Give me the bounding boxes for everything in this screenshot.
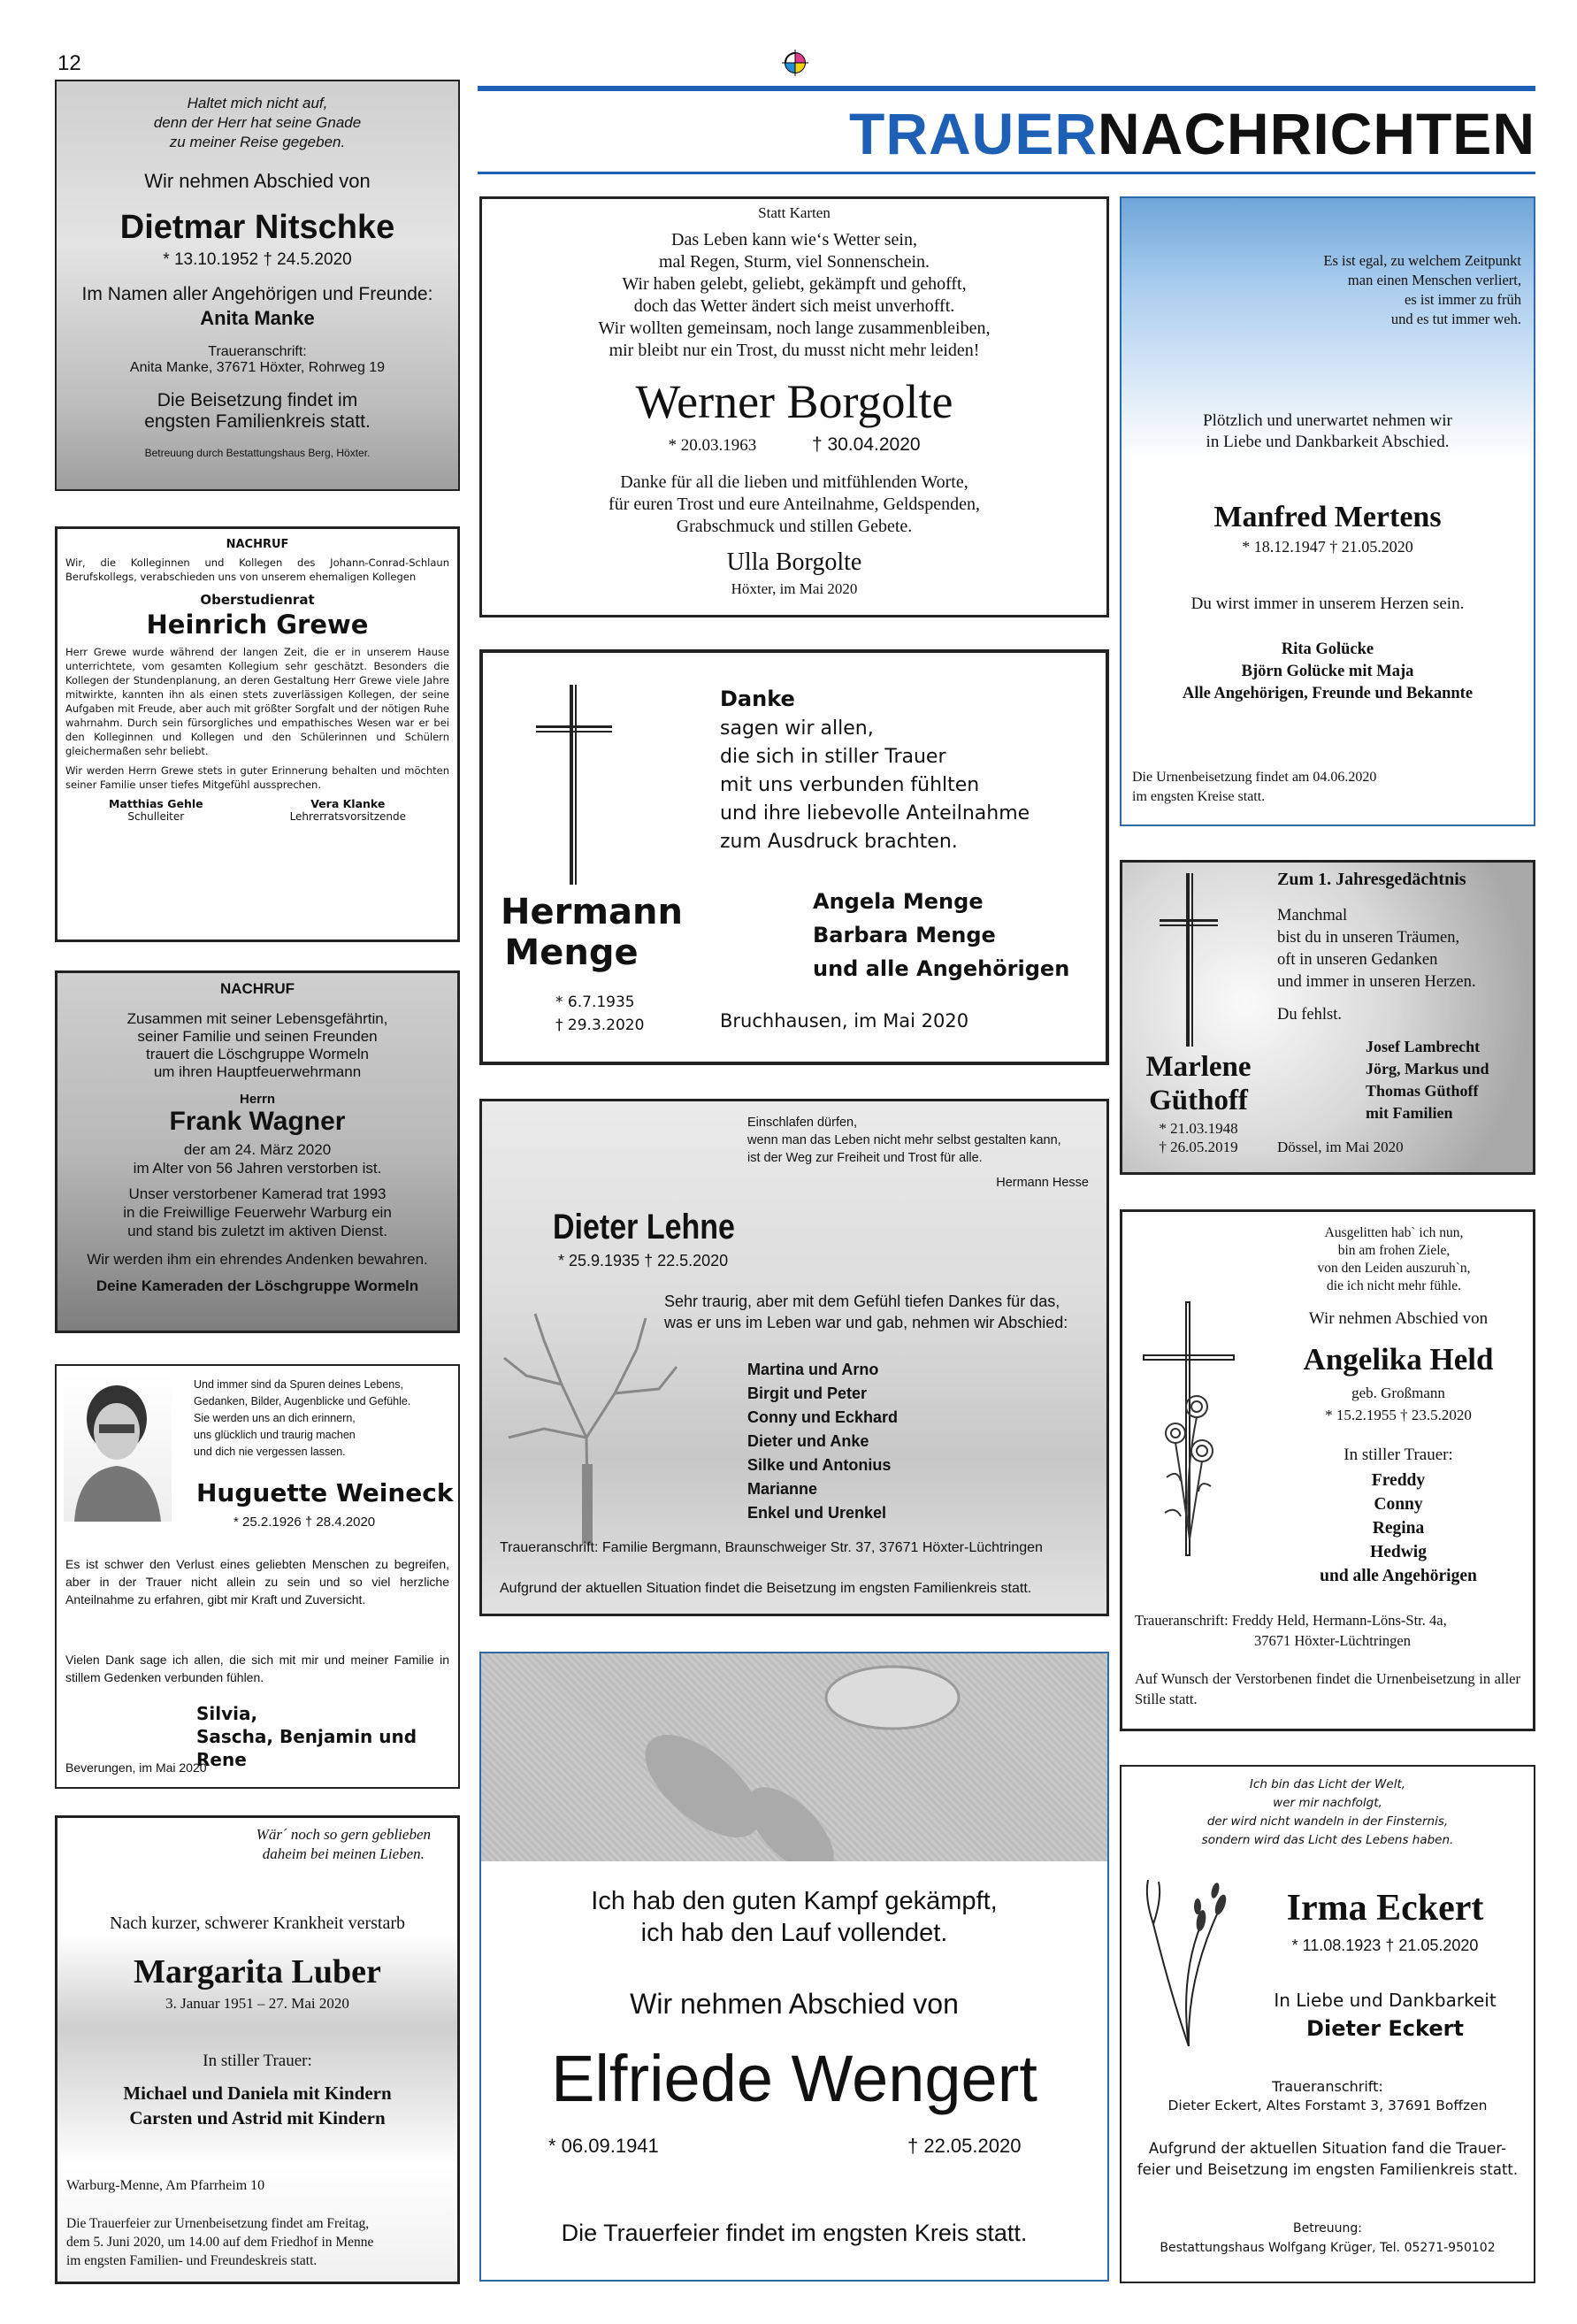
heading: NACHRUF (226, 538, 289, 551)
quote-line: daheim bei meinen Lieben. (262, 1845, 425, 1862)
obituary-wagner (55, 970, 460, 1333)
care-text: Bestattungshaus Wolfgang Krüger, Tel. 05271-950102 (1160, 2241, 1496, 2255)
quote-line: der wird nicht wandeln in der Finsternis, (1206, 1814, 1449, 1829)
died-date: † 29.3.2020 (555, 1016, 645, 1034)
quote-line: Einschlafen dürfen, (747, 1116, 858, 1130)
family-line: Carsten und Astrid mit Kindern (129, 2107, 386, 2128)
life-dates: * 25.2.1926 † 28.4.2020 (233, 1515, 376, 1530)
signature-name: Vera Klanke (310, 797, 386, 810)
quote-line: wenn man das Leben nicht mehr selbst gestalten kann, (747, 1133, 1061, 1147)
miss-text: Du fehlst. (1277, 1006, 1342, 1024)
deceased-name: Hermann (501, 892, 683, 932)
poem-line: Sie werden uns an dich erinnern, (194, 1412, 356, 1424)
intro-text: Wir nehmen Abschied von (630, 1988, 959, 2020)
obituary-grewe (55, 526, 460, 942)
notice-line: engsten Familienkreis statt. (144, 411, 371, 432)
notice: Aufgrund der aktuellen Situation findet die Beisetzung im engsten Familienkreis statt. (500, 1581, 1032, 1596)
thanks-line: und ihre liebevolle Anteilnahme (720, 802, 1030, 825)
deceased-name: Heinrich Grewe (146, 610, 369, 640)
place-date: Beverungen, im Mai 2020 (65, 1760, 207, 1775)
poem-line: Das Leben kann wie‘s Wetter sein, (671, 230, 917, 249)
family-line: Conny und Eckhard (747, 1408, 899, 1426)
intro-line: trauert die Löschgruppe Wormeln (146, 1046, 369, 1062)
footprints-photo (481, 1653, 1107, 1861)
family-line: Silke und Antonius (747, 1456, 892, 1474)
family-line: Marianne (747, 1480, 818, 1498)
address: Anita Manke, 37671 Höxter, Rohrweg 19 (129, 360, 386, 375)
notice: Die Trauerfeier findet im engsten Kreis statt. (561, 2220, 1028, 2246)
family-line: Birgit und Peter (747, 1384, 868, 1402)
deceased-name: Menge (504, 932, 639, 973)
deceased-name: Dietmar Nitschke (119, 209, 395, 246)
life-dates: * 15.2.1955 † 23.5.2020 (1325, 1407, 1472, 1423)
poem-line: und dich nie vergessen lassen. (194, 1446, 346, 1458)
closing-text: Wir werden Herrn Grewe stets in guter Erinnerung behalten und möchten seiner Familie unser tiefes Mitgefühl aussprechen. (65, 764, 449, 791)
section-title-black: NACHRICHTEN (1098, 101, 1535, 166)
died-date: † 30.04.2020 (811, 434, 921, 455)
intro-text: Wir nehmen Abschied von (144, 170, 371, 192)
quote-line: sondern wird das Licht des Lebens haben. (1201, 1833, 1454, 1847)
intro-line: Sehr traurig, aber mit dem Gefühl tiefen Dankes für das, (664, 1292, 1060, 1310)
family-line: Freddy (1371, 1471, 1426, 1490)
quote-line: ist der Weg zur Freiheit und Trost für alle. (747, 1151, 983, 1165)
quote-line: zu meiner Reise gegeben. (169, 134, 346, 150)
poem-line: Manchmal (1277, 907, 1348, 924)
thanks-line: sagen wir allen, (720, 717, 874, 740)
title: Oberstudienrat (200, 592, 315, 608)
born-date: * 06.09.1941 (548, 2135, 659, 2157)
family-name: Anita Manke (200, 307, 315, 329)
wheat-ears-icon (1136, 1871, 1233, 2048)
body-text: Es ist schwer den Verlust eines geliebten Menschen zu begreifen, aber in der Trauer nicht allein zu sein und so viel herzliche Anteilnahme zu erfahren, gibt mir Kraft und Zuversicht. (65, 1557, 449, 1607)
thanks-line: für euren Trost und eure Anteilnahme, Geldspenden, (609, 495, 980, 514)
intro-line: Zusammen mit seiner Lebensgefährtin, (126, 1010, 388, 1027)
family-line: und alle Angehörigen (1320, 1567, 1477, 1585)
family-line: Conny (1374, 1495, 1423, 1514)
notice-line: Die Trauerfeier zur Urnenbeisetzung findet am Freitag, (66, 2216, 370, 2231)
born-date: * 20.03.1963 (668, 436, 757, 455)
deceased-name: Elfriede Wengert (551, 2042, 1037, 2115)
poem-line: Wir wollten gemeinsam, noch lange zusammenbleiben, (598, 318, 991, 338)
deceased-name: Marlene (1145, 1051, 1252, 1083)
family-line: Sascha, Benjamin und Rene (196, 1726, 417, 1770)
family-line: mit Familien (1366, 1104, 1453, 1122)
care-label: Betreuung: (1293, 2221, 1362, 2236)
header-rule-top (478, 86, 1535, 91)
heading: NACHRUF (219, 980, 295, 997)
obituary-lehne (479, 1099, 1109, 1616)
intro-line: seiner Familie und seinen Freunden (137, 1028, 378, 1045)
notice-line: Aufgrund der aktuellen Situation fand die Trauer- (1148, 2140, 1507, 2157)
died-line: der am 24. März 2020 (183, 1141, 332, 1158)
poem-line: oft in unseren Gedanken (1277, 951, 1438, 969)
place-date: Bruchhausen, im Mai 2020 (720, 1010, 969, 1032)
family-name: Ulla Borgolte (726, 548, 862, 576)
quote-line: Ich bin das Licht der Welt, (1249, 1777, 1406, 1791)
family-line: Alle Angehörigen, Freunde und Bekannte (1182, 685, 1474, 702)
poem-line: uns glücklich und traurig machen (194, 1429, 356, 1441)
quote-line: Wär´ noch so gern geblieben (256, 1826, 431, 1843)
poem-line: und immer in unseren Herzen. (1277, 973, 1476, 991)
quote-line: Haltet mich nicht auf, (187, 95, 328, 111)
thanks-line: Danke für all die lieben und mitfühlenden Worte, (620, 472, 968, 492)
family-line: Hedwig (1370, 1543, 1427, 1561)
poem-line: Ausgelitten hab` ich nun, (1324, 1225, 1464, 1240)
signature: Deine Kameraden der Löschgruppe Wormeln (96, 1277, 419, 1294)
section-title-blue: TRAUER (849, 101, 1099, 166)
portrait-photo (64, 1373, 172, 1522)
family-intro: Im Namen aller Angehörigen und Freunde: (81, 284, 433, 304)
life-dates: * 18.12.1947 † 21.05.2020 (1242, 538, 1413, 556)
thanks-line: zum Ausdruck brachten. (720, 831, 958, 853)
place: Warburg-Menne, Am Pfarrheim 10 (66, 2178, 265, 2193)
poem-line: Wir haben gelebt, geliebt, gekämpft und gehofft, (622, 274, 967, 294)
thanks-line: die sich in stiller Trauer (720, 746, 946, 768)
notice-line: Die Beisetzung findet im (157, 390, 358, 410)
died-date: † 22.05.2020 (907, 2135, 1022, 2157)
place-date: Höxter, im Mai 2020 (731, 580, 858, 597)
header-rule-bottom (478, 172, 1535, 174)
tree-image (491, 1305, 685, 1544)
deceased-name: Manfred Mertens (1213, 501, 1442, 533)
memory-text: Wir werden ihm ein ehrendes Andenken bewahren. (87, 1251, 428, 1268)
quote-line: ich hab den Lauf vollendet. (640, 1919, 948, 1947)
notice-line: feier und Beisetzung im engsten Familienkreis statt. (1137, 2161, 1519, 2178)
family-line: Michael und Daniela mit Kindern (123, 2082, 392, 2104)
intro-line: in Liebe und Dankbarkeit Abschied. (1206, 433, 1450, 451)
signature-role: Schulleiter (127, 810, 185, 823)
body-line: Unser verstorbener Kamerad trat 1993 (128, 1185, 387, 1202)
intro-line: was er uns im Leben war und gab, nehmen wir Abschied: (664, 1314, 1068, 1331)
quote-line: denn der Herr hat seine Gnade (153, 114, 362, 131)
family-line: und alle Angehörigen (813, 956, 1070, 981)
family-line: Thomas Güthoff (1366, 1082, 1479, 1100)
obituary-held (1120, 1209, 1535, 1731)
poem-line: Und immer sind da Spuren deines Lebens, (194, 1378, 403, 1391)
address-label: Traueranschrift: (208, 344, 307, 359)
trauer-label: In stiller Trauer: (1344, 1446, 1453, 1464)
address-label: Traueranschrift: (1272, 2078, 1383, 2095)
intro-text: Wir nehmen Abschied von (1308, 1309, 1489, 1328)
registration-mark-icon (782, 50, 808, 76)
quote-author: Hermann Hesse (996, 1176, 1089, 1190)
signature-name: Matthias Gehle (108, 797, 203, 810)
family-line: Regina (1372, 1519, 1425, 1538)
body-line: in die Freiwillige Feuerwehr Warburg ein (123, 1204, 392, 1221)
family-line: Rita Golücke (1281, 640, 1374, 658)
deceased-name: Irma Eckert (1286, 1888, 1484, 1929)
address: Dieter Eckert, Altes Forstamt 3, 37691 Boffzen (1167, 2098, 1488, 2113)
family-name: Dieter Eckert (1306, 2016, 1464, 2041)
obituary-nitschke (55, 80, 460, 491)
quote-line: und es tut immer weh. (1390, 311, 1521, 327)
deceased-name: Margarita Luber (134, 1953, 381, 1990)
born-date: * 6.7.1935 (555, 993, 635, 1011)
undertaker: Betreuung durch Bestattungshaus Berg, Höxter. (144, 447, 371, 459)
address-line: 37671 Höxter-Lüchtringen (1254, 1632, 1411, 1649)
thanks-line: Grabschmuck und stillen Gebete. (676, 517, 913, 536)
deceased-name: Frank Wagner (169, 1107, 346, 1136)
poem-line: von den Leiden auszuruh`n, (1317, 1261, 1471, 1276)
intro-line: um ihren Hauptfeuerwehrmann (153, 1063, 362, 1080)
deceased-name: Werner Borgolte (635, 375, 953, 428)
obituary-luber (55, 1815, 460, 2284)
poem-line: bist du in unseren Träumen, (1277, 929, 1460, 947)
top-note: Statt Karten (758, 204, 831, 221)
poem-line: mir bleibt nur ein Trost, du musst nicht mehr leiden! (609, 341, 980, 360)
notice-line: dem 5. Juni 2020, um 14.00 auf dem Friedhof in Menne (66, 2235, 374, 2250)
cross-with-roses-icon (1140, 1300, 1237, 1557)
obituary-wengert (479, 1652, 1109, 2282)
died-line: im Alter von 56 Jahren verstorben ist. (133, 1160, 382, 1177)
family-line: Silvia, (196, 1703, 258, 1724)
deceased-name: Huguette Weineck (196, 1478, 454, 1507)
obituary-borgolte (479, 196, 1109, 617)
family-line: Björn Golücke mit Maja (1241, 663, 1414, 680)
life-dates: * 13.10.1952 † 24.5.2020 (163, 250, 352, 269)
notice: Auf Wunsch der Verstorbenen findet die Urnenbeisetzung in aller Stille statt. (1135, 1670, 1520, 1707)
place-date: Dössel, im Mai 2020 (1277, 1139, 1404, 1155)
born-date: * 21.03.1948 (1159, 1120, 1238, 1137)
intro-text: Wir, die Kolleginnen und Kollegen des Johann-Conrad-Schlaun Berufskollegs, verabschieden uns von unserem ehemaligen Kollegen (65, 556, 449, 583)
poem-line: Gedanken, Bilder, Augenblicke und Gefühle. (194, 1395, 411, 1407)
heading: Zum 1. Jahresgedächtnis (1277, 870, 1466, 889)
family-line: Jörg, Markus und (1366, 1060, 1489, 1078)
notice-line: im engsten Familien- und Freundeskreis statt. (66, 2253, 318, 2268)
family-line: Dieter und Anke (747, 1432, 869, 1450)
body-line: und stand bis zuletzt im aktiven Dienst. (127, 1223, 387, 1239)
cross-icon (1158, 871, 1220, 1048)
intro-text: In Liebe und Dankbarkeit (1274, 1990, 1497, 2011)
trauer-label: In stiller Trauer: (203, 2052, 312, 2070)
section-title (478, 99, 1535, 168)
life-dates: 3. Januar 1951 – 27. Mai 2020 (165, 1995, 349, 2012)
intro-text: Nach kurzer, schwerer Krankheit verstarb (109, 1914, 406, 1933)
quote-line: Ich hab den guten Kampf gekämpft, (591, 1887, 998, 1915)
body-text: Vielen Dank sage ich allen, die sich mit mir und meiner Familie in stillem Gedenken verbunden fühlen. (65, 1653, 449, 1684)
quote-line: Es ist egal, zu welchem Zeitpunkt (1323, 252, 1521, 269)
thanks-line: mit uns verbunden fühlten (720, 774, 980, 796)
family-line: Josef Lambrecht (1366, 1038, 1481, 1055)
poem-line: doch das Wetter ändert sich meist unverhofft. (633, 296, 955, 316)
deceased-name: Angelika Held (1303, 1342, 1494, 1377)
notice-line: Die Urnenbeisetzung findet am 04.06.2020 (1132, 770, 1377, 785)
title: Herrn (239, 1092, 275, 1107)
thanks-title: Danke (720, 686, 795, 711)
family-line: Enkel und Urenkel (747, 1504, 887, 1522)
died-date: † 26.05.2019 (1159, 1139, 1238, 1155)
life-dates: * 11.08.1923 † 21.05.2020 (1291, 1937, 1479, 1954)
family-line: Martina und Arno (747, 1361, 879, 1378)
poem-line: mal Regen, Sturm, viel Sonnenschein. (658, 252, 930, 272)
memory-text: Du wirst immer in unserem Herzen sein. (1190, 594, 1465, 613)
address: Traueranschrift: Familie Bergmann, Braunschweiger Str. 37, 37671 Höxter-Lüchtringen (500, 1540, 1043, 1555)
quote-line: wer mir nachfolgt, (1273, 1796, 1382, 1810)
family-line: Barbara Menge (813, 923, 996, 947)
obituary-guethoff (1120, 860, 1535, 1175)
life-dates: * 25.9.1935 † 22.5.2020 (558, 1252, 729, 1269)
obituary-mertens (1120, 196, 1535, 826)
poem-line: die ich nicht mehr fühle. (1327, 1278, 1461, 1293)
obituary-menge (479, 649, 1109, 1065)
maiden-name: geb. Großmann (1351, 1384, 1445, 1401)
poem-line: bin am frohen Ziele, (1337, 1243, 1451, 1258)
deceased-name: Dieter Lehne (553, 1208, 735, 1246)
body-text: Herr Grewe wurde während der langen Zeit, die er in unserem Hause unterrichtete, vom gesamten Kollegium sehr geschätzt. Besonders die Kollegen der Stundenplanung, an deren Gestaltung Herr Grewe viele Jahre mitwirkte, kannten ihn als einen stets zuverlässigen Kollegen, der seine Aufgaben mit Freude, aber auch mit größter Sorgfalt und der nötigen Ruhe wahrnahm. Durch sein fürsorgliches und empathisches Wesen war er bei den Kolleginnen und Kollegen und den Schülerinnen und Schülern gleichermaßen sehr beliebt. (65, 646, 449, 757)
address-line: Traueranschrift: Freddy Held, Hermann-Löns-Str. 4a, (1135, 1612, 1447, 1629)
family-line: Angela Menge (813, 889, 984, 914)
obituary-weineck (55, 1364, 460, 1789)
page-number: 12 (57, 51, 81, 75)
signature-role: Lehrerratsvorsitzende (289, 810, 406, 823)
notice-line: im engsten Kreise statt. (1132, 789, 1266, 804)
deceased-name: Güthoff (1149, 1085, 1248, 1116)
cross-icon (534, 683, 614, 886)
intro-line: Plötzlich und unerwartet nehmen wir (1203, 411, 1452, 430)
quote-line: man einen Menschen verliert, (1347, 272, 1521, 288)
obituary-eckert (1120, 1765, 1535, 2283)
quote-line: es ist immer zu früh (1405, 291, 1521, 308)
